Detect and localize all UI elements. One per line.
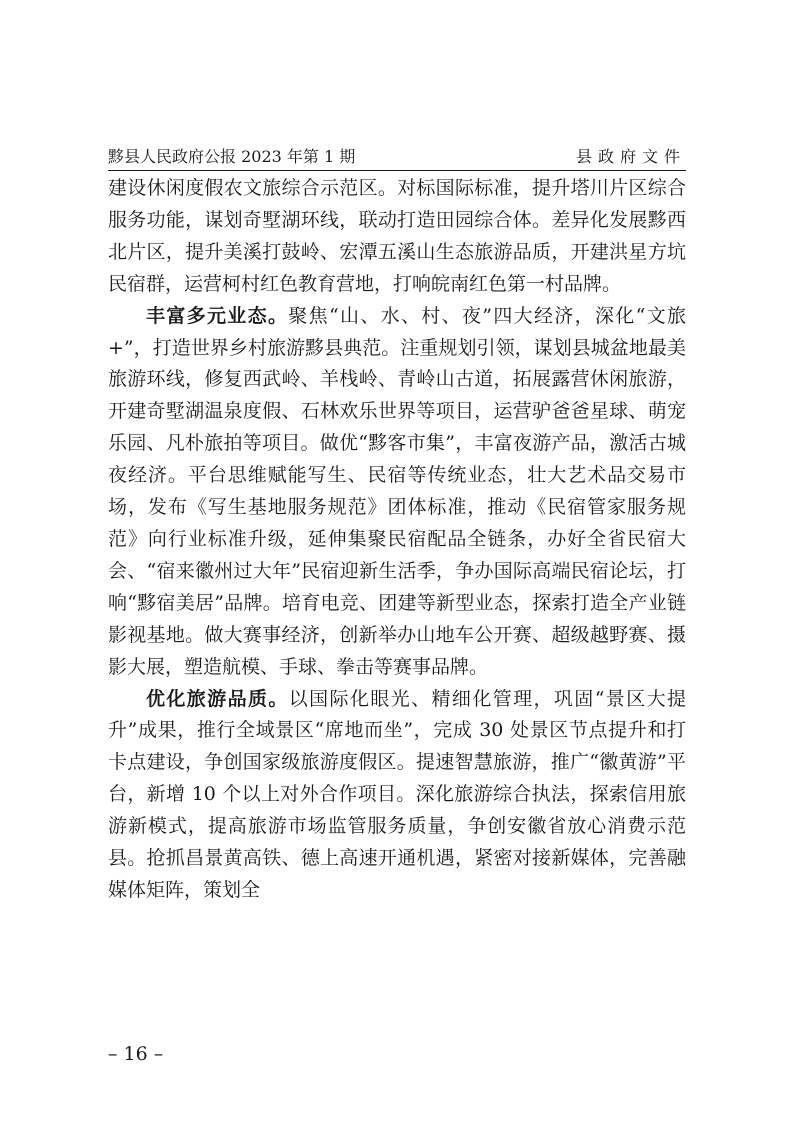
paragraph-continuation: 建设休闲度假农文旅综合示范区。对标国际标准，提升塔川片区综合服务功能，谋划奇墅湖环线，联动打造田园综合体。差异化发展黟西北片区，提升美溪打鼓岭、宏潭五溪山生态旅游品质，开建洪星方坑民宿群，运营柯村红色教育营地，打响皖南红色第一村品牌。 (108, 177, 686, 295)
section-title: 县政府文件 (575, 147, 686, 166)
paragraph-diversified-formats (108, 301, 686, 684)
paragraph-heading: 优化旅游品质。 (146, 687, 289, 710)
page-header (108, 140, 686, 170)
paragraph-text: 以国际化眼光、精细化管理，巩固“景区大提升”成果，推行全域景区“席地而坐”，完成 30 处景区节点提升和打卡点建设，争创国家级旅游度假区。提速智慧旅游，推广“徽黄游”平台，新增 10 个以上对外合作项目。深化旅游综合执法，探索信用旅游新模式，提高旅游市场监管服务质量，争创安徽省放心消费示范县。抢抓昌景黄高铁、德上高速开通机遇，紧密对接新媒体，完善融媒体矩阵，策划全 (108, 687, 686, 901)
paragraph-tourism-quality (108, 684, 686, 907)
paragraph-heading: 丰富多元业态。 (146, 304, 289, 327)
paragraph-text: 聚焦“山、水、村、夜”四大经济，深化“文旅+”，打造世界乡村旅游黟县典范。注重规划引领，谋划县城盆地最美旅游环线，修复西武岭、羊栈岭、青岭山古道，拓展露营休闲旅游，开建奇墅湖温泉度假、石林欢乐世界等项目，运营驴爸爸星球、萌宠乐园、凡朴旅拍等项目。做优“黟客市集”，丰富夜游产品，激活古城夜经济。平台思维赋能写生、民宿等传统业态，壮大艺术品交易市场，发布《写生基地服务规范》团体标准，推动《民宿管家服务规范》向行业标准升级，延伸集聚民宿配品全链条，办好全省民宿大会、“宿来徽州过大年”民宿迎新生活季，争办国际高端民宿论坛，打响“黟宿美居”品牌。培育电竞、团建等新型业态，探索打造全产业链影视基地。做大赛事经济，创新举办山地车公开赛、超级越野赛、摄影大展，塑造航模、手球、拳击等赛事品牌。 (108, 304, 686, 678)
gazette-issue-title: 黟县人民政府公报 2023 年第 1 期 (108, 147, 356, 166)
page-number: – 16 – (108, 1043, 164, 1065)
header-divider (108, 170, 686, 171)
document-body (108, 173, 686, 907)
